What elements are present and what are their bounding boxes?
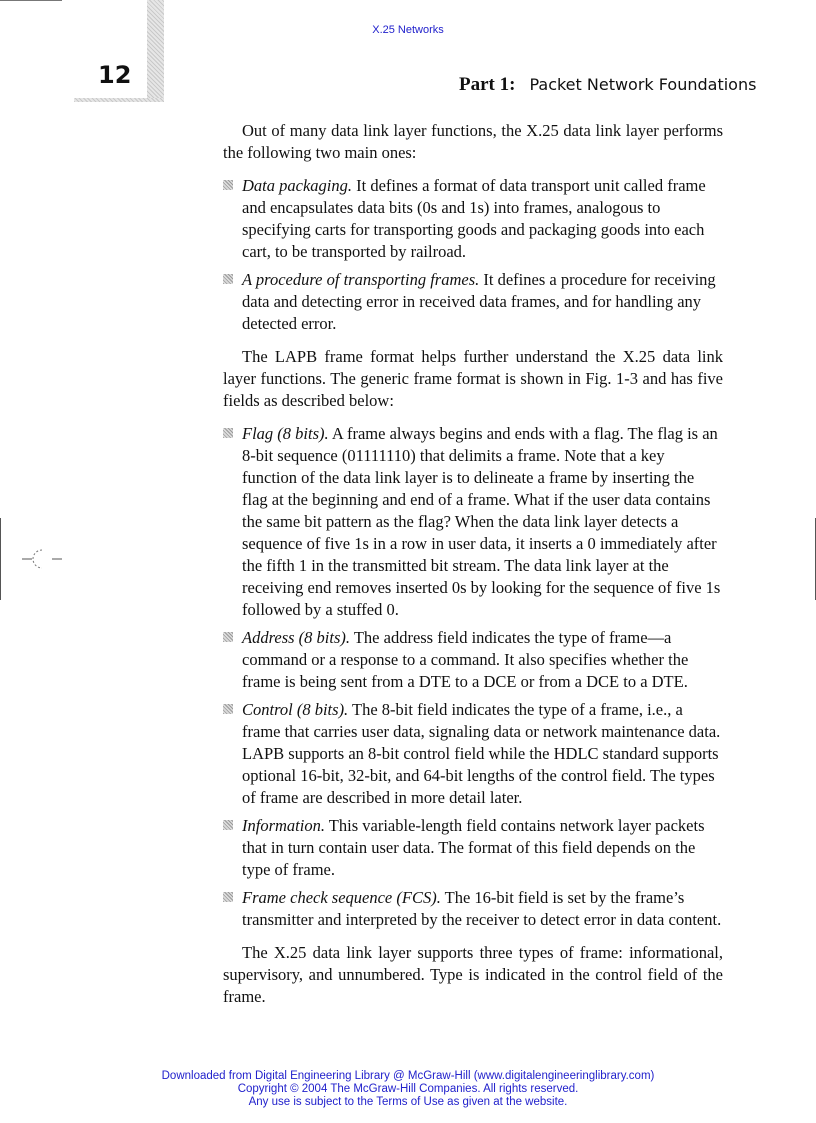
body-text	[223, 120, 723, 1019]
bullet-square-icon	[223, 274, 233, 284]
item-term: Control (8 bits).	[242, 700, 349, 719]
item-term: Address (8 bits).	[242, 628, 351, 647]
list-item	[223, 269, 723, 335]
item-text: A frame always begins and ends with a flag. The flag is an 8-bit sequence (01111110) that delimits a frame. Note that a key function of the data link layer is to delineate a frame by inserting the flag at the beginning and end of a frame. What if the user data contains the same bit pattern as the flag? When the data link layer detects a sequence of five 1s in a row in user data, it inserts a 0 immediately after the fifth 1 in the transmitted bit stream. The data link layer at the receiving end removes inserted 0s by looking for the sequence of five 1s followed by a stuffed 0.	[242, 424, 721, 619]
part-title: Packet Network Foundations	[529, 75, 757, 94]
list-item	[223, 815, 723, 881]
part-label: Part 1:	[459, 74, 516, 95]
item-term: A procedure of transporting frames.	[242, 270, 480, 289]
lapb-paragraph: The LAPB frame format helps further understand the X.25 data link layer functions. The generic frame format is shown in Fig. 1-3 and has five fields as described below:	[223, 347, 723, 410]
page-number: 12	[98, 61, 132, 89]
item-text: The address field indicates the type of frame—a command or a response to a command. It also specifies whether the frame is being sent from a DTE to a DCE or from a DCE to a DTE.	[242, 628, 689, 691]
list-item	[223, 627, 723, 693]
list-item	[223, 423, 723, 621]
bullet-square-icon	[223, 820, 233, 830]
item-text: It defines a format of data transport unit called frame and encapsulates data bits (0s and 1s) into frames, analogous to specifying carts for transporting goods and packaging goods into each cart, to be transported by railroad.	[242, 176, 706, 261]
intro-paragraph: Out of many data link layer functions, the X.25 data link layer performs the following two main ones:	[223, 121, 723, 162]
tab-shadow-bottom	[74, 98, 164, 102]
item-term: Information.	[242, 816, 325, 835]
footer-download-line: Downloaded from Digital Engineering Library @ McGraw-Hill (www.digitalengineeringlibrary.com)	[161, 1070, 655, 1082]
footer-terms-line: Any use is subject to the Terms of Use as given at the website.	[248, 1096, 568, 1108]
tab-shadow	[147, 0, 164, 100]
list-item	[223, 887, 723, 931]
footer	[0, 1070, 816, 1109]
item-term: Flag (8 bits).	[242, 424, 329, 443]
functions-list	[223, 175, 723, 335]
item-text: It defines a procedure for receiving data and detecting error in received data frames, and for handling any detected error.	[242, 270, 716, 333]
bullet-square-icon	[223, 704, 233, 714]
bullet-square-icon	[223, 632, 233, 642]
item-text: This variable-length field contains network layer packets that in turn contain user data. The format of this field depends on the type of frame.	[242, 816, 705, 879]
item-text: The 8-bit field indicates the type of a frame, i.e., a frame that carries user data, signaling data or network maintenance data. LAPB supports an 8-bit control field while the HDLC standard supports optional 16-bit, 32-bit, and 64-bit lengths of the control field. The types of frame are described in more detail later.	[242, 700, 721, 807]
bullet-square-icon	[223, 180, 233, 190]
running-title: X.25 Networks	[372, 24, 444, 36]
bullet-square-icon	[223, 892, 233, 902]
item-term: Data packaging.	[242, 176, 352, 195]
crop-mark-left	[0, 518, 1, 600]
closing-paragraph: The X.25 data link layer supports three types of frame: informational, supervisory, and unnumbered. Type is indicated in the control field of the frame.	[223, 943, 723, 1006]
bullet-square-icon	[223, 428, 233, 438]
item-text: The 16-bit field is set by the frame’s transmitter and interpreted by the receiver to detect error in data content.	[242, 888, 722, 929]
registration-mark-icon	[22, 548, 64, 570]
part-heading	[459, 74, 756, 96]
top-rule	[0, 0, 62, 1]
list-item	[223, 175, 723, 263]
item-term: Frame check sequence (FCS).	[242, 888, 441, 907]
footer-copyright-line: Copyright © 2004 The McGraw-Hill Companies. All rights reserved.	[237, 1083, 579, 1095]
fields-list	[223, 423, 723, 931]
list-item	[223, 699, 723, 809]
